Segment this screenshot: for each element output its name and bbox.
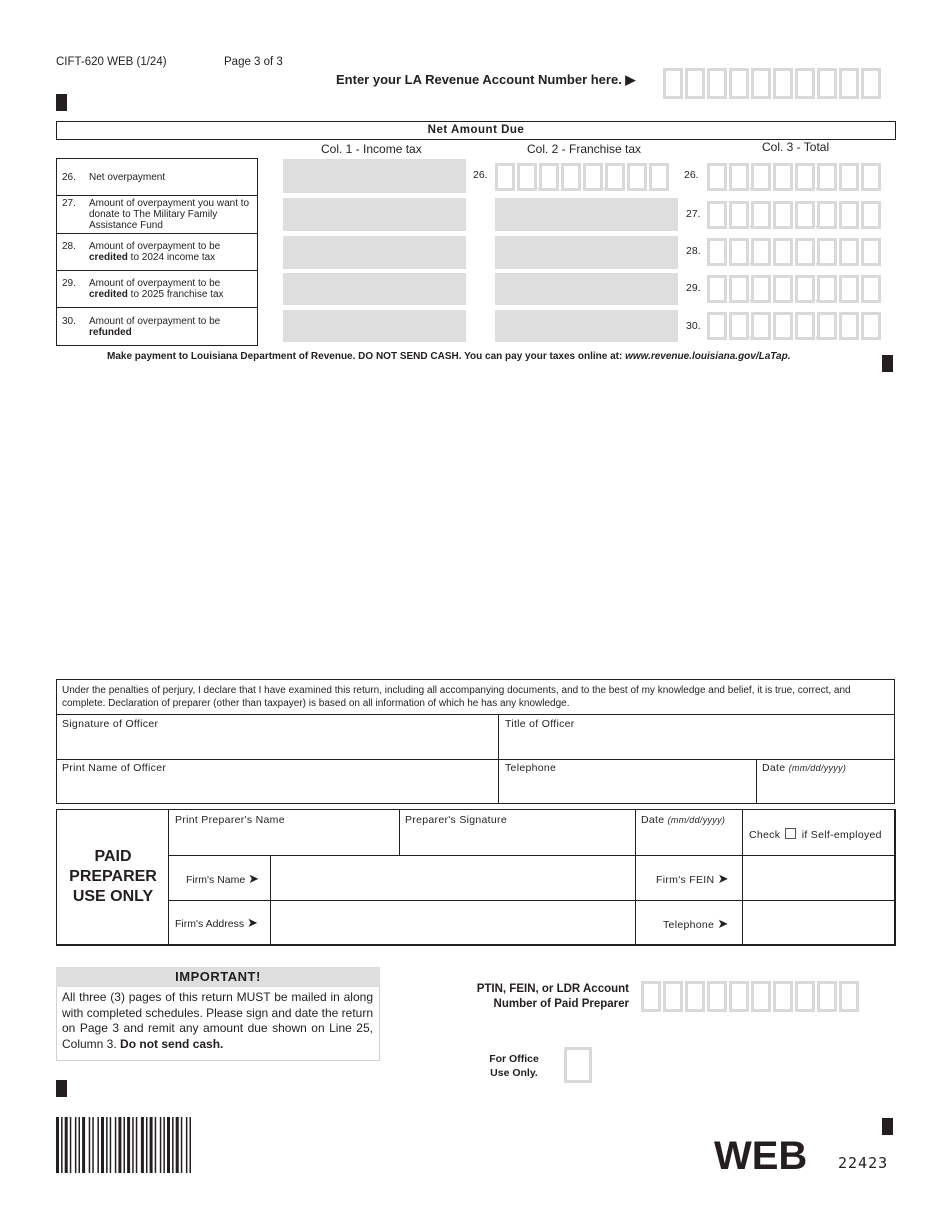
self-employed-checkbox[interactable] (785, 828, 796, 839)
print-name-officer-field[interactable] (57, 777, 497, 803)
arrow-right-icon: ➤ (717, 916, 729, 931)
title-officer-field[interactable] (500, 732, 894, 758)
preparer-signature-field[interactable] (401, 828, 634, 854)
divider (399, 809, 400, 855)
registration-mark (882, 1118, 893, 1135)
barcode (56, 1117, 230, 1173)
registration-mark (56, 1080, 67, 1097)
line-27-col2 (495, 198, 678, 231)
firm-address-field[interactable] (272, 902, 634, 944)
account-number-input[interactable] (663, 68, 883, 99)
arrow-right-icon: ➤ (717, 871, 729, 886)
line-29-col3-num: 29. (686, 282, 701, 294)
col3-header: Col. 3 - Total (762, 140, 830, 154)
line-28-col3-input[interactable] (707, 238, 883, 266)
line-28-col2 (495, 236, 678, 269)
officer-telephone-label: Telephone (505, 762, 557, 774)
line-26-col1 (283, 159, 466, 193)
signature-officer-label: Signature of Officer (62, 718, 159, 730)
firm-fein-field[interactable] (744, 857, 894, 899)
line-30-col1 (283, 310, 466, 342)
net-amount-title: Net Amount Due (56, 121, 896, 140)
office-use-label: For Office Use Only. (489, 1053, 539, 1079)
line-27-col3-input[interactable] (707, 201, 883, 229)
line-29-col1 (283, 273, 466, 305)
declaration-text: Under the penalties of perjury, I declare that I have examined this return, including all accompanying documents, and to the best of my knowledge and belief, it is true, correct, and complete. Declaration of preparer (other than taxpayer) is based on all information of which he has any knowledge. (62, 685, 851, 709)
ptin-label: PTIN, FEIN, or LDR Account Number of Paid Preparer (476, 983, 629, 1010)
divider (56, 759, 895, 760)
line-26-col2-input[interactable] (495, 163, 671, 191)
office-use-box (564, 1047, 592, 1083)
preparer-name-field[interactable] (170, 828, 398, 854)
preparer-date-field[interactable] (637, 828, 741, 854)
divider (270, 855, 271, 945)
line-26-col2-num: 26. (473, 169, 488, 181)
officer-date-label: Date (mm/dd/yyyy) (762, 762, 847, 774)
signature-officer-field[interactable] (57, 732, 497, 758)
line-30-label: 30. Amount of overpayment to be refunded (56, 307, 258, 346)
account-prompt: Enter your LA Revenue Account Number here. ▶ (336, 72, 636, 87)
line-29-label: 29. Amount of overpayment to be credited to 2025 franchise tax (56, 270, 258, 308)
firm-name-label: Firm's Name ➤ (186, 871, 259, 886)
firm-name-field[interactable] (272, 857, 634, 899)
line-30-col2 (495, 310, 678, 342)
paid-preparer-heading: PAID PREPARER USE ONLY (69, 848, 157, 905)
form-id: CIFT-620 WEB (1/24) (56, 56, 167, 68)
officer-telephone-field[interactable] (500, 777, 755, 803)
col1-header: Col. 1 - Income tax (321, 142, 422, 156)
preparer-signature-label: Preparer's Signature (405, 814, 507, 826)
preparer-date-label: Date (mm/dd/yyyy) (641, 814, 726, 826)
preparer-telephone-label: Telephone ➤ (663, 916, 729, 931)
payment-url[interactable]: www.revenue.louisiana.gov/LaTap. (625, 351, 791, 362)
page-number: Page 3 of 3 (224, 56, 283, 68)
title-officer-label: Title of Officer (505, 718, 575, 730)
divider (168, 900, 895, 901)
arrow-right-icon: ➤ (247, 915, 258, 930)
line-29-col2 (495, 273, 678, 305)
print-name-officer-label: Print Name of Officer (62, 762, 167, 774)
divider (742, 809, 743, 945)
col2-header: Col. 2 - Franchise tax (527, 142, 642, 156)
web-mark: WEB (714, 1134, 808, 1178)
line-26-label: 26. Net overpayment (56, 158, 258, 196)
line-27-col3-num: 27. (686, 208, 701, 220)
divider (498, 714, 499, 804)
line-27-col1 (283, 198, 466, 231)
registration-mark (882, 355, 893, 372)
line-30-col3-num: 30. (686, 320, 701, 332)
line-28-col1 (283, 236, 466, 269)
self-employed-check: Check if Self-employed (749, 829, 882, 841)
ptin-input[interactable] (641, 981, 861, 1012)
line-28-col3-num: 28. (686, 245, 701, 257)
preparer-name-label: Print Preparer's Name (175, 814, 285, 826)
divider (756, 759, 757, 804)
line-29-col3-input[interactable] (707, 275, 883, 303)
important-text: All three (3) pages of this return MUST be mailed in along with completed schedules. Please sign and date the return on Page 3 and remit any amount due shown on Line 25, Column 3. Do not send cash. (62, 990, 373, 1051)
divider (635, 809, 636, 945)
divider (56, 714, 895, 715)
divider (168, 855, 895, 856)
important-title: IMPORTANT! (56, 967, 380, 987)
form-code: 22423 (838, 1154, 889, 1172)
firm-address-label: Firm's Address ➤ (175, 915, 258, 930)
preparer-telephone-field[interactable] (744, 902, 894, 944)
line-26-col3-input[interactable] (707, 163, 883, 191)
registration-mark (56, 94, 67, 111)
line-30-col3-input[interactable] (707, 312, 883, 340)
line-28-label: 28. Amount of overpayment to be credited to 2024 income tax (56, 233, 258, 271)
firm-fein-label: Firm's FEIN ➤ (656, 871, 729, 886)
divider (168, 809, 169, 945)
arrow-right-icon: ➤ (248, 871, 259, 886)
line-26-col3-num: 26. (684, 169, 699, 181)
officer-date-field[interactable] (758, 777, 894, 803)
payment-note: Make payment to Louisiana Department of Revenue. DO NOT SEND CASH. You can pay your taxes online at: www.revenue.louisiana.gov/LaTap. (107, 351, 791, 362)
line-27-label: 27. Amount of overpayment you want to donate to The Military Family Assistance Fund (56, 195, 258, 234)
